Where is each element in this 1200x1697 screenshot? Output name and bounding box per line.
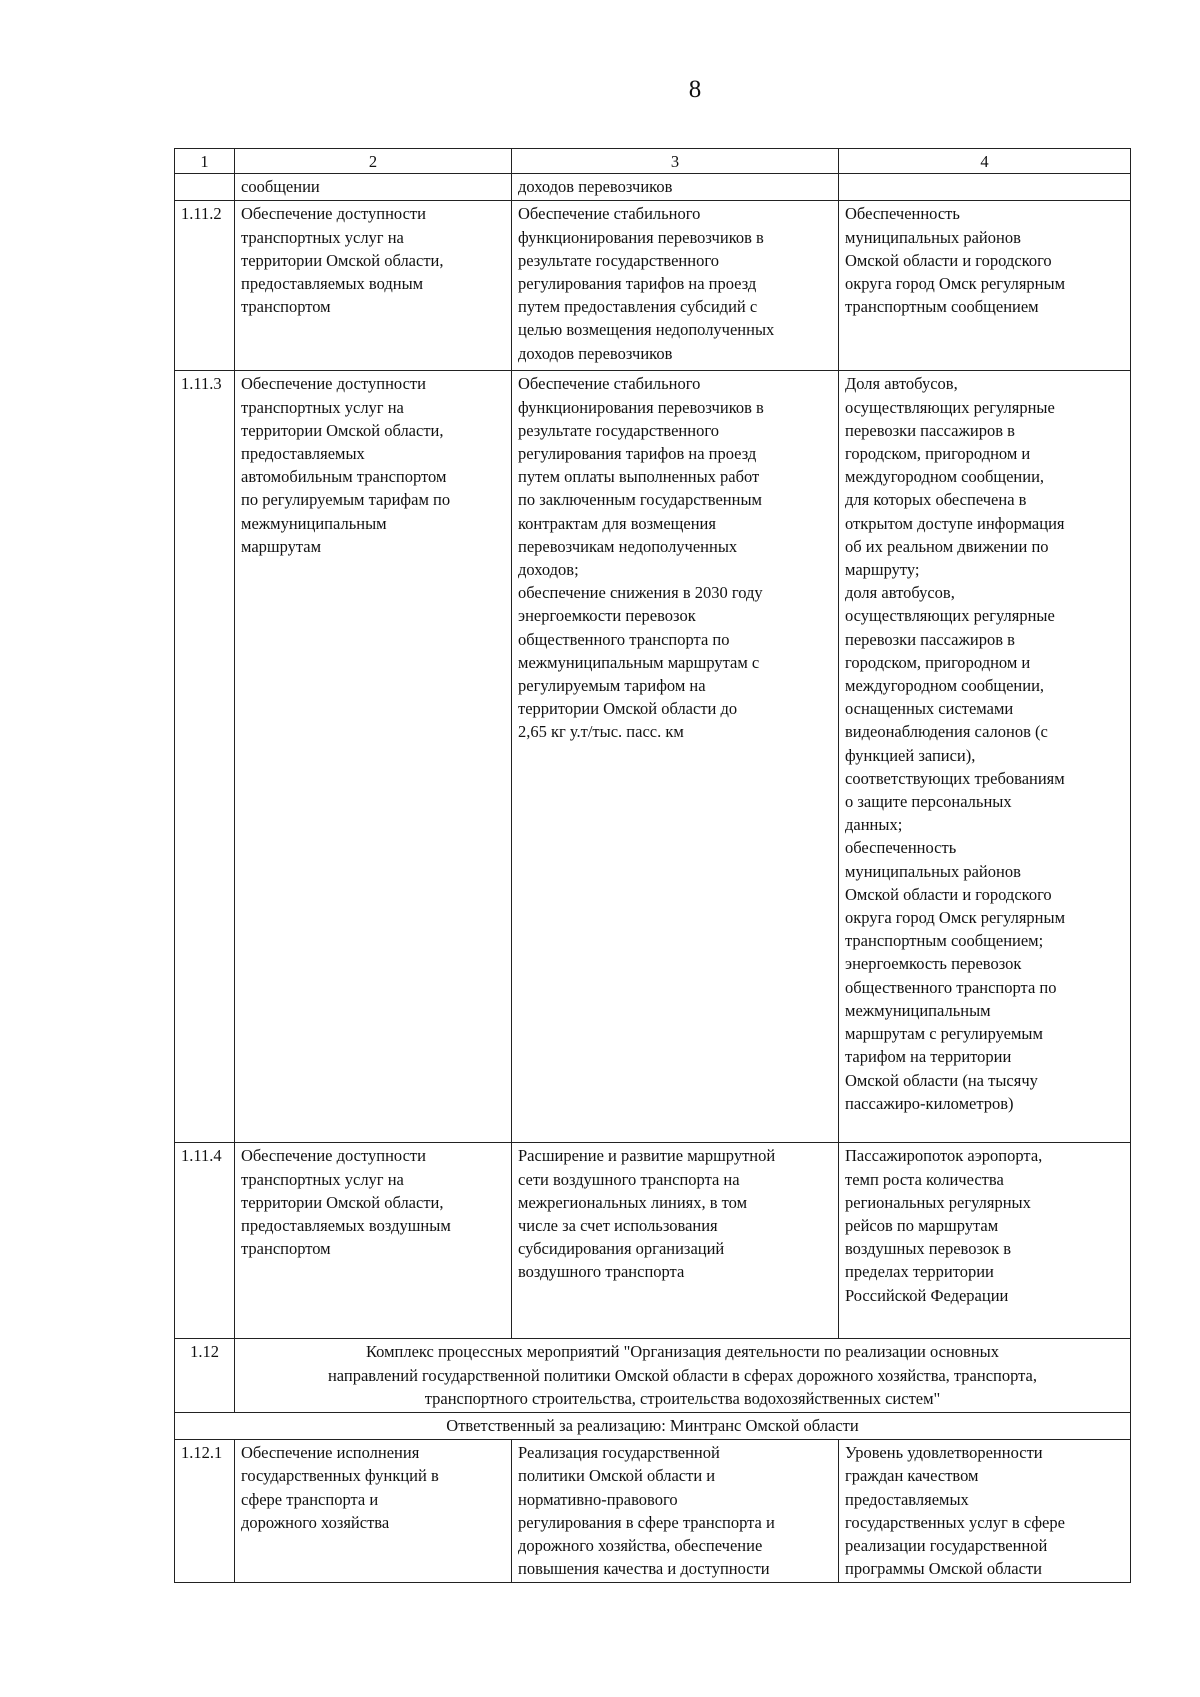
column-header-4: 4 bbox=[839, 149, 1131, 174]
table-row bbox=[175, 201, 1131, 371]
row-number: 1.12.1 bbox=[175, 1440, 235, 1583]
continuation-col4 bbox=[839, 174, 1131, 201]
effect-cell: Расширение и развитие маршрутной сети воздушного транспорта на межрегиональных линиях, в том числе за счет использования субсидирования организаций воздушного транспорта bbox=[512, 1143, 839, 1339]
effect-cell: Обеспечение стабильного функционирования перевозчиков в результате государственного регулирования тарифов на проезд путем предоставления субсидий с целью возмещения недополученных доходов перевозчиков bbox=[512, 201, 839, 371]
responsible-label: Ответственный за реализацию: Минтранс Омской области bbox=[175, 1413, 1131, 1440]
row-number: 1.11.4 bbox=[175, 1143, 235, 1339]
complex-number: 1.12 bbox=[175, 1339, 235, 1413]
column-header-2: 2 bbox=[235, 149, 512, 174]
complex-title: Комплекс процессных мероприятий "Организация деятельности по реализации основных направлений государственной политики Омской области в сферах дорожного хозяйства, транспорта, транспортного строительства, строительства водохозяйственных систем" bbox=[235, 1339, 1131, 1413]
indicator-cell: Пассажиропоток аэропорта, темп роста количества региональных регулярных рейсов по маршрутам воздушных перевозок в пределах территории Российской Федерации bbox=[839, 1143, 1131, 1339]
table-row bbox=[175, 1143, 1131, 1339]
column-header-3: 3 bbox=[512, 149, 839, 174]
indicator-cell: Доля автобусов, осуществляющих регулярные перевозки пассажиров в городском, пригородном и междугородном сообщении, для которых обеспечена в открытом доступе информация об их реальном движении по маршруту; доля автобусов, осуществляющих регулярные перевозки пассажиров в городском, пригородном и междугородном сообщении, оснащенных системами видеонаблюдения салонов (с функцией записи), соответствующих требованиям о защите персональных данных; обеспеченность муниципальных районов Омской области и городского округа город Омск регулярным транспортным сообщением; энергоемкость перевозок общественного транспорта по межмуниципальным маршрутам с регулируемым тарифом на территории Омской области (на тысячу пассажиро-километров) bbox=[839, 371, 1131, 1143]
column-header-1: 1 bbox=[175, 149, 235, 174]
page-number: 8 bbox=[688, 76, 702, 103]
complex-row bbox=[175, 1339, 1131, 1413]
responsible-row bbox=[175, 1413, 1131, 1440]
table-row bbox=[175, 371, 1131, 1143]
continuation-col3: доходов перевозчиков bbox=[512, 174, 839, 201]
task-cell: Обеспечение исполнения государственных функций в сфере транспорта и дорожного хозяйства bbox=[235, 1440, 512, 1583]
continuation-col2: сообщении bbox=[235, 174, 512, 201]
continuation-row bbox=[175, 174, 1131, 201]
row-number: 1.11.2 bbox=[175, 201, 235, 371]
task-cell: Обеспечение доступности транспортных услуг на территории Омской области, предоставляемых воздушным транспортом bbox=[235, 1143, 512, 1339]
row-number: 1.11.3 bbox=[175, 371, 235, 1143]
continuation-num bbox=[175, 174, 235, 201]
column-header-row bbox=[175, 149, 1131, 174]
effect-cell: Обеспечение стабильного функционирования перевозчиков в результате государственного регулирования тарифов на проезд путем оплаты выполненных работ по заключенным государственным контрактам для возмещения перевозчикам недополученных доходов; обеспечение снижения в 2030 году энергоемкости перевозок общественного транспорта по межмуниципальным маршрутам с регулируемым тарифом на территории Омской области до 2,65 кг у.т/тыс. пасс. км bbox=[512, 371, 839, 1143]
task-cell: Обеспечение доступности транспортных услуг на территории Омской области, предоставляемых автомобильным транспортом по регулируемым тарифам по межмуниципальным маршрутам bbox=[235, 371, 512, 1143]
task-cell: Обеспечение доступности транспортных услуг на территории Омской области, предоставляемых водным транспортом bbox=[235, 201, 512, 371]
table-row bbox=[175, 1440, 1131, 1583]
effect-cell: Реализация государственной политики Омской области и нормативно-правового регулирования в сфере транспорта и дорожного хозяйства, обеспечение повышения качества и доступности bbox=[512, 1440, 839, 1583]
indicator-cell: Уровень удовлетворенности граждан качеством предоставляемых государственных услуг в сфере реализации государственной программы Омской области bbox=[839, 1440, 1131, 1583]
program-table bbox=[174, 148, 1131, 1583]
indicator-cell: Обеспеченность муниципальных районов Омской области и городского округа город Омск регулярным транспортным сообщением bbox=[839, 201, 1131, 371]
